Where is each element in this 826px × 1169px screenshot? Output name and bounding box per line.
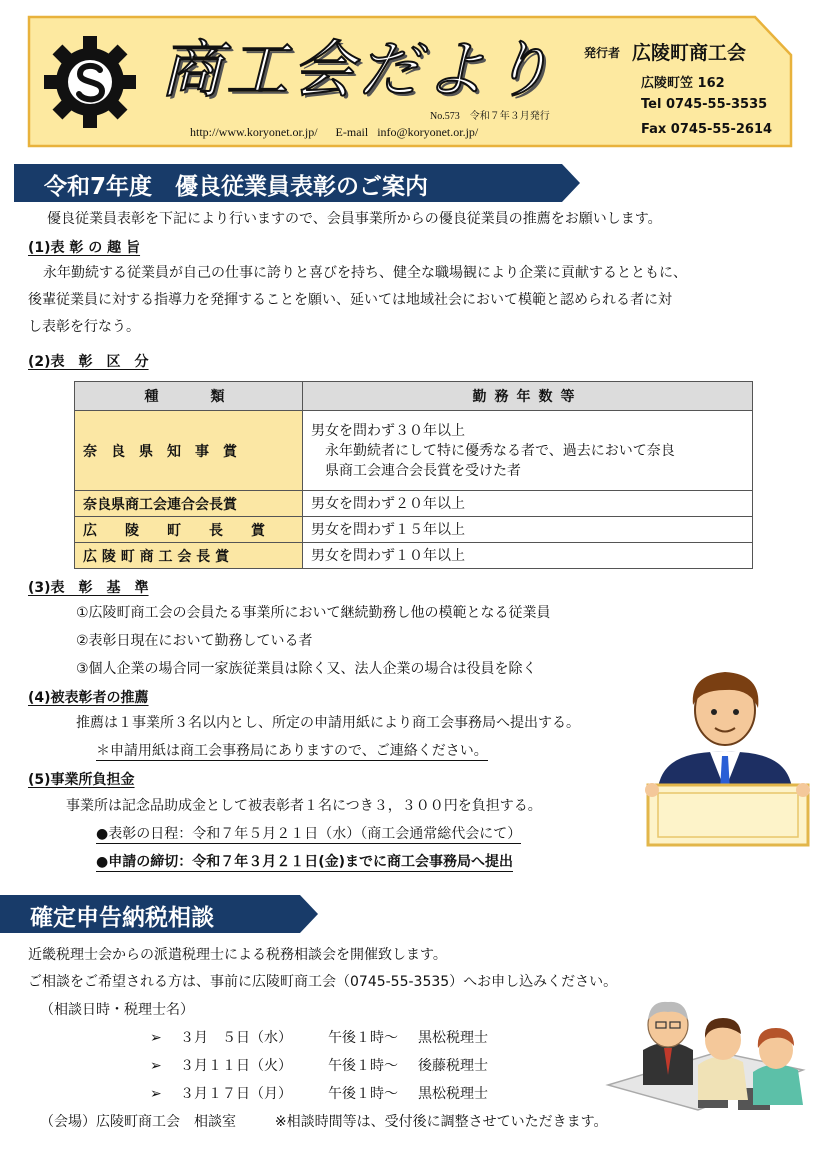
purpose-line: し表彰を行なう。 (28, 319, 140, 335)
contact-line (190, 125, 478, 140)
session-list-heading: （相談日時・税理士名） (40, 1002, 194, 1018)
bullet-arrow-icon: ➢ (150, 1086, 162, 1102)
award-requirement: 男女を問わず１０年以上 (303, 543, 753, 569)
tax-intro: 近畿税理士会からの派遣税理士による税務相談会を開催致します。 (28, 947, 447, 963)
section-banner-award (14, 164, 580, 202)
award-requirement (303, 411, 753, 491)
award-type: 広 陵 町 商 工 会 長 賞 (75, 543, 303, 569)
burden-heading: (5)事業所負担金 (28, 772, 135, 788)
issue-number: No.573 令和７年３月発行 (430, 111, 550, 122)
newsletter-title: 商工会だより (160, 33, 557, 106)
email-label: E-mail (335, 125, 369, 139)
nomination-heading: (4)被表彰者の推薦 (28, 690, 149, 706)
purpose-line: 後輩従業員に対する指導力を発揮することを願い、延いては地域社会において模範と認められる者に対 (28, 292, 672, 308)
session-date: ３月１７日（月） (180, 1086, 292, 1102)
nomination-text: 推薦は１事業所３名以内とし、所定の申請用紙により商工会事務局へ提出する。 (76, 715, 580, 731)
section-banner-tax (0, 895, 318, 933)
tax-request: ご相談をご希望される方は、事前に広陵町商工会（0745-55-3535）へお申し込みください。 (28, 974, 618, 990)
bullet-arrow-icon: ➢ (150, 1058, 162, 1074)
purpose-line: 永年勤続する従業員が自己の仕事に誇りと喜びを持ち、健全な職場観により企業に貢献するとともに、 (43, 265, 687, 281)
categories-heading: (2)表 彰 区 分 (28, 354, 149, 370)
session-date: ３月 ５日（水） (180, 1030, 292, 1046)
table-row (75, 491, 753, 517)
requirement-line: 男女を問わず３０年以上 (311, 422, 465, 439)
criteria-item: ②表彰日現在において勤務している者 (76, 633, 313, 649)
session-row (150, 1028, 488, 1048)
venue-note: ※相談時間等は、受付後に調整させていただきます。 (274, 1114, 608, 1130)
email-link[interactable]: info@koryonet.or.jp/ (377, 125, 479, 139)
publisher-fax: Fax 0745-55-2614 (641, 122, 773, 137)
venue-text: （会場）広陵町商工会 相談室 (40, 1114, 236, 1130)
venue-line (40, 1112, 608, 1132)
column-header: 勤務年数等 (303, 382, 753, 411)
website-link[interactable]: http://www.koryonet.or.jp/ (190, 125, 318, 139)
ceremony-schedule (96, 824, 521, 844)
burden-text: 事業所は記念品助成金として被表彰者１名につき３，３００円を負担する。 (66, 798, 542, 814)
award-requirement: 男女を問わず２０年以上 (303, 491, 753, 517)
session-advisor: 黒松税理士 (418, 1030, 488, 1046)
requirement-line: 永年勤続者にして特に優秀なる者で、過去において奈良 (311, 442, 675, 459)
application-deadline (96, 852, 513, 872)
award-type: 広 陵 町 長 賞 (75, 517, 303, 543)
session-advisor: 黒松税理士 (418, 1086, 488, 1102)
session-row (150, 1056, 488, 1076)
table-row (75, 411, 753, 491)
publisher-address: 広陵町笠 162 (641, 76, 725, 91)
consultation-illustration (598, 990, 818, 1112)
publisher-label: 発行者 (584, 46, 621, 60)
section-title: 確定申告納税相談 (30, 905, 214, 931)
award-type: 奈良県商工会連合会長賞 (75, 491, 303, 517)
publisher-name: 広陵町商工会 (632, 42, 747, 64)
requirement-line: 県商工会連合会長賞を受けた者 (311, 462, 521, 479)
award-requirement: 男女を問わず１５年以上 (303, 517, 753, 543)
businessman-illustration (630, 660, 820, 850)
session-time: 午後１時～ (328, 1058, 398, 1074)
publisher-tel: Tel 0745-55-3535 (641, 97, 768, 112)
session-advisor: 後藤税理士 (418, 1058, 488, 1074)
deadline-text: ●申請の締切：令和７年３月２１日(金)までに商工会事務局へ提出 (96, 854, 514, 870)
intro-text: 優良従業員表彰を下記により行いますので、会員事業所からの優良従業員の推薦をお願いします。 (47, 211, 662, 227)
criteria-heading: (3)表 彰 基 準 (28, 580, 149, 596)
criteria-item: ①広陵町商工会の会員たる事業所において継続勤務し他の模範となる従業員 (76, 605, 551, 621)
criteria-item: ③個人企業の場合同一家族従業員は除く又、法人企業の場合は役員を除く (76, 661, 537, 677)
table-row (75, 543, 753, 569)
session-time: 午後１時～ (328, 1030, 398, 1046)
bullet-arrow-icon: ➢ (150, 1030, 162, 1046)
table-header-row (75, 382, 753, 411)
section-title: 令和7年度 優良従業員表彰のご案内 (44, 174, 429, 200)
award-type: 奈 良 県 知 事 賞 (75, 411, 303, 491)
nomination-note (96, 741, 488, 761)
session-date: ３月１１日（火） (180, 1058, 292, 1074)
session-row (150, 1084, 488, 1104)
nomination-note-text: ＊申請用紙は商工会事務局にありますので、ご連絡ください。 (96, 743, 488, 759)
schedule-text: ●表彰の日程：令和７年５月２１日（水）（商工会通常総代会にて） (96, 826, 522, 842)
table-row (75, 517, 753, 543)
award-category-table (74, 381, 753, 569)
column-header: 種 類 (75, 382, 303, 411)
purpose-heading: (1)表 彰 の 趣 旨 (28, 240, 141, 256)
gear-logo-icon (44, 36, 136, 128)
session-time: 午後１時～ (328, 1086, 398, 1102)
